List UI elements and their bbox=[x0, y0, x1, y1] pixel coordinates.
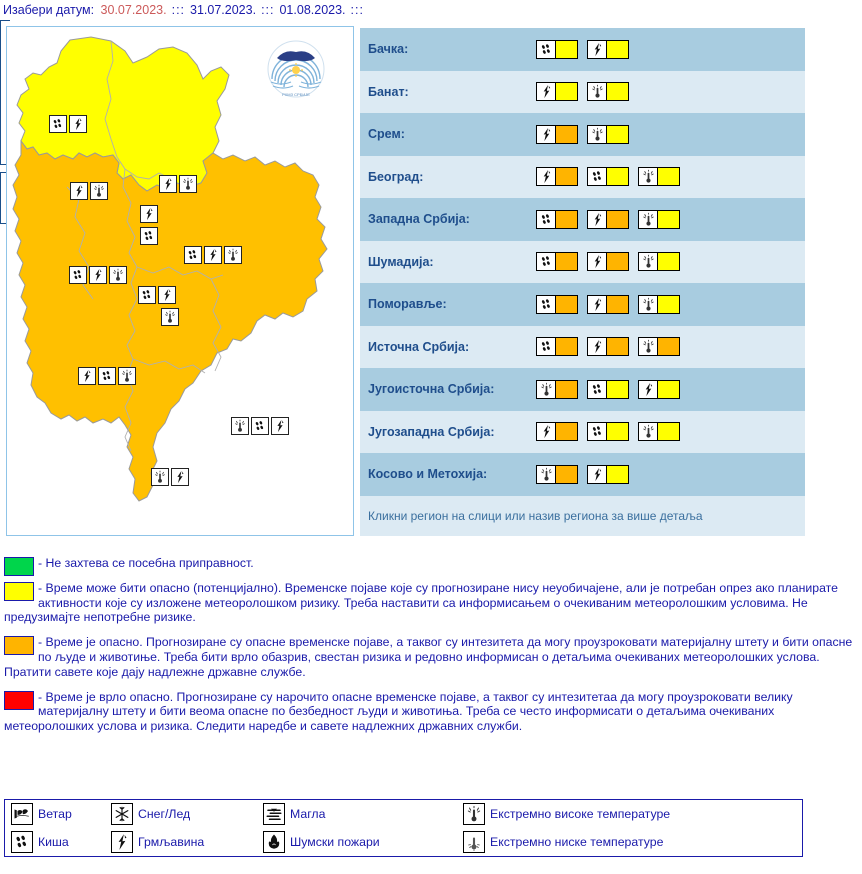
heat-icon bbox=[92, 184, 106, 198]
date-selector-bar bbox=[0, 0, 862, 22]
map-icon-thunder bbox=[89, 266, 107, 284]
warning-chip-thunder-orange[interactable] bbox=[536, 167, 578, 186]
severity-legend-text: - Време може бити опасно (потенцијално). Временске појаве које су прогнозиране нису неуобичајене, али је потребан опрез ако планирате активности које су изложене метеоролошком ризику. Треба наставити са информисањем о очекиваним метеоролошким условима. Не предузимајте непотребне ризике. bbox=[4, 580, 838, 625]
warning-chip-rain-yellow[interactable] bbox=[536, 40, 578, 59]
map-icon-rain bbox=[140, 227, 158, 245]
rain-icon bbox=[71, 268, 85, 282]
warning-chip-thunder-yellow[interactable] bbox=[587, 465, 629, 484]
warning-chip-heat-yellow[interactable] bbox=[587, 125, 629, 144]
thunder-icon bbox=[113, 833, 131, 851]
map-warning-marker-jugozapadna[interactable] bbox=[78, 367, 136, 385]
rain-icon bbox=[539, 42, 554, 57]
heat-icon bbox=[153, 470, 167, 484]
thunder-glyph-cell bbox=[588, 466, 607, 483]
severity-swatch-orange bbox=[556, 211, 577, 228]
thunder-icon bbox=[539, 424, 554, 439]
map-warning-marker-pomoravlje[interactable] bbox=[184, 246, 242, 264]
thunder-icon bbox=[641, 382, 656, 397]
thunder-icon bbox=[142, 207, 156, 221]
thunder-glyph-cell bbox=[588, 41, 607, 58]
map-warning-marker-sumadija-heat[interactable] bbox=[161, 308, 179, 326]
heat-icon bbox=[120, 369, 134, 383]
heat-glyph-cell bbox=[537, 381, 556, 398]
heat-icon bbox=[539, 382, 554, 397]
warning-chip-thunder-yellow[interactable] bbox=[536, 82, 578, 101]
severity-swatch-yellow bbox=[658, 211, 679, 228]
rain-icon bbox=[590, 424, 605, 439]
severity-swatch-orange bbox=[556, 296, 577, 313]
date-separator-0: ::: bbox=[171, 3, 186, 17]
warning-chip-heat-yellow[interactable] bbox=[638, 422, 680, 441]
region-name-label[interactable]: Западна Србија: bbox=[368, 212, 470, 227]
severity-swatch-yellow bbox=[607, 83, 628, 100]
rain-icon bbox=[253, 419, 267, 433]
warning-chip-heat-yellow[interactable] bbox=[587, 82, 629, 101]
warning-chip-thunder-orange[interactable] bbox=[587, 337, 629, 356]
thunder-icon bbox=[71, 117, 85, 131]
warning-chip-rain-orange[interactable] bbox=[536, 210, 578, 229]
rain-icon bbox=[539, 297, 554, 312]
region-row[interactable] bbox=[360, 283, 805, 326]
rain-glyph-cell bbox=[537, 296, 556, 313]
heat-icon bbox=[590, 127, 605, 142]
heat-icon bbox=[111, 268, 125, 282]
severity-legend-swatch bbox=[4, 582, 34, 601]
warning-chip-rain-orange[interactable] bbox=[536, 337, 578, 356]
thunder-glyph-cell bbox=[639, 381, 658, 398]
region-row[interactable] bbox=[360, 113, 805, 156]
warning-chip-heat-yellow[interactable] bbox=[638, 167, 680, 186]
severity-swatch-orange bbox=[556, 126, 577, 143]
heat-glyph-cell bbox=[639, 296, 658, 313]
thunder-icon bbox=[72, 184, 86, 198]
icon-legend-table bbox=[4, 799, 803, 857]
warning-chip-thunder-yellow[interactable] bbox=[638, 380, 680, 399]
heat-icon bbox=[233, 419, 247, 433]
map-icon-thunder bbox=[271, 417, 289, 435]
map-warning-marker-srem[interactable] bbox=[70, 182, 108, 200]
map-icon-thunder bbox=[171, 468, 189, 486]
icon-legend-label: Грмљавина bbox=[138, 835, 205, 849]
icon-legend-label: Ветар bbox=[38, 807, 72, 821]
date-separator-2: ::: bbox=[350, 3, 364, 17]
heat-glyph-cell bbox=[639, 423, 658, 440]
region-warning-chips bbox=[536, 380, 680, 399]
date-link-0[interactable]: 30.07.2023. bbox=[100, 3, 167, 17]
region-warning-chips bbox=[536, 422, 680, 441]
serbia-map-shape bbox=[7, 27, 353, 535]
severity-legend-item bbox=[4, 690, 860, 734]
map-icon-thunder bbox=[70, 182, 88, 200]
table-footer-hint: Кликни регион на слици или назив региона за више детаља bbox=[368, 508, 703, 523]
icon-legend-cell bbox=[257, 831, 457, 853]
severity-legend-text: - Време је врло опасно. Прогнозиране су нарочито опасне временске појаве, а таквог су интезитетаа да могу проузроковати велику материјалну штету и бити веома опасне по безбедност људи и животиња. Треба се често информисати о детаљима очекиваних метеоролошких услова и ризика. Следити наредбе и савете надлежних државних служби. bbox=[4, 689, 793, 734]
heat-glyph-cell bbox=[537, 466, 556, 483]
rain-icon bbox=[539, 339, 554, 354]
heat-icon bbox=[641, 424, 656, 439]
icon-legend-cell bbox=[457, 803, 787, 825]
date-link-2[interactable]: 01.08.2023. bbox=[279, 3, 346, 17]
map-icon-thunder bbox=[78, 367, 96, 385]
map-icon-rain bbox=[69, 266, 87, 284]
severity-swatch-yellow bbox=[607, 466, 628, 483]
map-icon-heat bbox=[179, 175, 197, 193]
region-warning-chips bbox=[536, 167, 680, 186]
severity-swatch-orange bbox=[607, 296, 628, 313]
icon-legend-cell bbox=[5, 803, 105, 825]
thunder-glyph-cell bbox=[588, 296, 607, 313]
severity-swatch-orange bbox=[607, 211, 628, 228]
map-warning-marker-kosovo[interactable] bbox=[151, 468, 189, 486]
thunder-icon bbox=[161, 177, 175, 191]
icon-legend-rain-box bbox=[11, 831, 33, 853]
region-row[interactable] bbox=[360, 241, 805, 284]
region-rows-container bbox=[360, 28, 805, 496]
region-warning-chips bbox=[536, 337, 680, 356]
warning-chip-thunder-orange[interactable] bbox=[587, 210, 629, 229]
severity-swatch-orange bbox=[658, 338, 679, 355]
snow-icon bbox=[113, 805, 131, 823]
region-row[interactable] bbox=[360, 453, 805, 496]
warning-chip-heat-yellow[interactable] bbox=[638, 295, 680, 314]
severity-swatch-orange bbox=[607, 338, 628, 355]
warning-chip-thunder-orange[interactable] bbox=[587, 295, 629, 314]
warning-chip-rain-yellow[interactable] bbox=[587, 380, 629, 399]
fog-icon bbox=[265, 805, 283, 823]
heat-icon bbox=[641, 169, 656, 184]
map-icon-rain bbox=[49, 115, 67, 133]
map-warning-marker-banat[interactable] bbox=[159, 175, 197, 193]
heat-glyph-cell bbox=[639, 168, 658, 185]
severity-swatch-yellow bbox=[556, 83, 577, 100]
rhmz-logo-icon bbox=[265, 39, 327, 101]
heat-icon bbox=[226, 248, 240, 262]
warning-chip-heat-orange[interactable] bbox=[536, 465, 578, 484]
region-name-label[interactable]: Источна Србија: bbox=[368, 339, 470, 354]
thunder-icon bbox=[206, 248, 220, 262]
icon-legend-cell bbox=[257, 803, 457, 825]
icon-legend-snow-box bbox=[111, 803, 133, 825]
thunder-glyph-cell bbox=[537, 126, 556, 143]
rain-glyph-cell bbox=[588, 423, 607, 440]
rain-glyph-cell bbox=[537, 253, 556, 270]
region-name-label[interactable]: Косово и Метохија: bbox=[368, 467, 488, 482]
map-icon-thunder bbox=[140, 205, 158, 223]
heat-icon bbox=[641, 254, 656, 269]
warning-chip-heat-orange[interactable] bbox=[638, 337, 680, 356]
heat-icon bbox=[465, 805, 483, 823]
thunder-icon bbox=[590, 212, 605, 227]
map-icon-rain bbox=[184, 246, 202, 264]
rain-glyph-cell bbox=[588, 168, 607, 185]
rain-icon bbox=[142, 229, 156, 243]
rain-icon bbox=[100, 369, 114, 383]
severity-swatch-yellow bbox=[607, 423, 628, 440]
cold-icon bbox=[465, 833, 483, 851]
map-warning-marker-backa[interactable] bbox=[49, 115, 87, 133]
heat-icon bbox=[641, 212, 656, 227]
severity-swatch-yellow bbox=[658, 423, 679, 440]
map-icon-heat bbox=[231, 417, 249, 435]
region-row[interactable] bbox=[360, 198, 805, 241]
heat-icon bbox=[590, 84, 605, 99]
region-warning-table bbox=[360, 28, 805, 536]
thunder-icon bbox=[91, 268, 105, 282]
icon-legend-wind-box bbox=[11, 803, 33, 825]
map-icon-heat bbox=[151, 468, 169, 486]
warning-chip-thunder-orange[interactable] bbox=[587, 252, 629, 271]
icon-legend-fire-box bbox=[263, 831, 285, 853]
map-icon-thunder bbox=[158, 286, 176, 304]
thunder-icon bbox=[590, 42, 605, 57]
thunder-icon bbox=[273, 419, 287, 433]
map-icon-thunder bbox=[204, 246, 222, 264]
thunder-glyph-cell bbox=[588, 253, 607, 270]
serbia-warning-map[interactable] bbox=[6, 26, 354, 536]
warning-chip-rain-yellow[interactable] bbox=[587, 422, 629, 441]
region-name-label[interactable]: Југозападна Србија: bbox=[368, 424, 495, 439]
heat-glyph-cell bbox=[588, 126, 607, 143]
rain-icon bbox=[590, 382, 605, 397]
severity-legend-text: - Не захтева се посебна приправност. bbox=[38, 556, 254, 570]
heat-icon bbox=[641, 339, 656, 354]
icon-legend-cold-box bbox=[463, 831, 485, 853]
region-name-label[interactable]: Београд: bbox=[368, 169, 424, 184]
thunder-icon bbox=[590, 467, 605, 482]
table-footer bbox=[360, 496, 805, 536]
thunder-glyph-cell bbox=[537, 423, 556, 440]
severity-swatch-orange bbox=[556, 466, 577, 483]
severity-legend-swatch bbox=[4, 557, 34, 576]
thunder-icon bbox=[539, 169, 554, 184]
warning-chip-thunder-orange[interactable] bbox=[536, 125, 578, 144]
region-warning-chips bbox=[536, 210, 680, 229]
map-icon-thunder bbox=[159, 175, 177, 193]
region-row[interactable] bbox=[360, 411, 805, 454]
icon-legend-label: Киша bbox=[38, 835, 69, 849]
rain-icon bbox=[140, 288, 154, 302]
map-icon-heat bbox=[109, 266, 127, 284]
region-name-label[interactable]: Поморавље: bbox=[368, 297, 447, 312]
severity-swatch-yellow bbox=[607, 41, 628, 58]
region-warning-chips bbox=[536, 295, 680, 314]
thunder-glyph-cell bbox=[588, 211, 607, 228]
severity-legend bbox=[4, 556, 860, 744]
map-icon-thunder bbox=[69, 115, 87, 133]
rain-glyph-cell bbox=[537, 211, 556, 228]
date-selector-label: Изабери датум: bbox=[3, 3, 95, 17]
rain-icon bbox=[13, 833, 31, 851]
thunder-icon bbox=[80, 369, 94, 383]
thunder-icon bbox=[590, 339, 605, 354]
fire-icon bbox=[265, 833, 283, 851]
severity-swatch-yellow bbox=[658, 168, 679, 185]
severity-swatch-yellow bbox=[607, 381, 628, 398]
severity-legend-text: - Време је опасно. Прогнозиране су опасне временске појаве, а таквог су интезитета да могу проузроковати материјалну штету и бити опасне по људе и животиње. Треба бити врло обазрив, свестан ризика и редовно информисан о детаљима очекиваних метеоролошких услова. Пратити савете које дају надлежне државне службе. bbox=[4, 635, 853, 679]
heat-icon bbox=[163, 310, 177, 324]
heat-glyph-cell bbox=[588, 83, 607, 100]
thunder-icon bbox=[160, 288, 174, 302]
map-icon-rain bbox=[98, 367, 116, 385]
heat-icon bbox=[539, 467, 554, 482]
map-icon-rain bbox=[251, 417, 269, 435]
severity-legend-item bbox=[4, 556, 860, 571]
region-name-label[interactable]: Шумадија: bbox=[368, 254, 434, 269]
map-icon-heat bbox=[118, 367, 136, 385]
severity-swatch-yellow bbox=[658, 381, 679, 398]
warning-chip-heat-yellow[interactable] bbox=[638, 210, 680, 229]
icon-legend-label: Шумски пожари bbox=[290, 835, 380, 849]
severity-swatch-orange bbox=[607, 253, 628, 270]
map-warning-marker-istocna-srbija[interactable] bbox=[231, 417, 289, 435]
thunder-icon bbox=[173, 470, 187, 484]
map-warning-marker-beograd-rain[interactable] bbox=[140, 227, 158, 245]
map-icon-heat bbox=[224, 246, 242, 264]
warning-chip-heat-orange[interactable] bbox=[536, 380, 578, 399]
region-name-label[interactable]: Бачка: bbox=[368, 42, 409, 57]
thunder-glyph-cell bbox=[588, 338, 607, 355]
icon-legend-row-2 bbox=[5, 828, 802, 856]
map-icon-heat bbox=[90, 182, 108, 200]
region-name-label[interactable]: Срем: bbox=[368, 127, 405, 142]
warning-chip-rain-orange[interactable] bbox=[536, 295, 578, 314]
severity-legend-item bbox=[4, 581, 860, 625]
severity-swatch-yellow bbox=[556, 41, 577, 58]
region-warning-chips bbox=[536, 82, 629, 101]
region-name-label[interactable]: Банат: bbox=[368, 84, 409, 99]
icon-legend-cell bbox=[105, 803, 257, 825]
thunder-icon bbox=[590, 254, 605, 269]
heat-glyph-cell bbox=[639, 211, 658, 228]
severity-swatch-yellow bbox=[658, 296, 679, 313]
heat-icon bbox=[641, 297, 656, 312]
severity-swatch-yellow bbox=[607, 126, 628, 143]
heat-glyph-cell bbox=[639, 253, 658, 270]
rain-glyph-cell bbox=[537, 338, 556, 355]
icon-legend-row-1 bbox=[5, 800, 802, 828]
severity-swatch-orange bbox=[556, 338, 577, 355]
wind-icon bbox=[13, 805, 31, 823]
region-warning-chips bbox=[536, 465, 629, 484]
region-warning-chips bbox=[536, 40, 629, 59]
rain-icon bbox=[539, 212, 554, 227]
map-icon-heat bbox=[161, 308, 179, 326]
severity-legend-swatch bbox=[4, 636, 34, 655]
warning-chip-rain-orange[interactable] bbox=[536, 252, 578, 271]
icon-legend-label: Екстремно високе температуре bbox=[490, 807, 671, 821]
warning-chip-heat-yellow[interactable] bbox=[638, 252, 680, 271]
region-row[interactable] bbox=[360, 326, 805, 369]
region-row[interactable] bbox=[360, 28, 805, 71]
region-row[interactable] bbox=[360, 71, 805, 114]
rhmz-logo-caption: РХМЗ СРБИЈЕ bbox=[282, 92, 310, 97]
severity-legend-item bbox=[4, 635, 860, 679]
rain-icon bbox=[51, 117, 65, 131]
thunder-icon bbox=[590, 297, 605, 312]
map-warning-marker-beograd-thunder[interactable] bbox=[140, 205, 158, 223]
warning-chip-thunder-orange[interactable] bbox=[536, 422, 578, 441]
region-warning-chips bbox=[536, 125, 629, 144]
severity-swatch-orange bbox=[556, 168, 577, 185]
severity-swatch-orange bbox=[556, 253, 577, 270]
icon-legend-label: Екстремно ниске температуре bbox=[490, 835, 664, 849]
severity-swatch-yellow bbox=[658, 253, 679, 270]
thunder-icon bbox=[539, 127, 554, 142]
icon-legend-heat-box bbox=[463, 803, 485, 825]
map-warning-marker-sumadija[interactable] bbox=[138, 286, 176, 304]
region-warning-chips bbox=[536, 252, 680, 271]
icon-legend-label: Магла bbox=[290, 807, 326, 821]
icon-legend-thunder-box bbox=[111, 831, 133, 853]
warning-chip-thunder-yellow[interactable] bbox=[587, 40, 629, 59]
date-link-1[interactable]: 31.07.2023. bbox=[190, 3, 257, 17]
icon-legend-cell bbox=[5, 831, 105, 853]
rain-glyph-cell bbox=[537, 41, 556, 58]
severity-swatch-orange bbox=[556, 381, 577, 398]
map-icon-rain bbox=[138, 286, 156, 304]
icon-legend-cell bbox=[457, 831, 787, 853]
rain-icon bbox=[539, 254, 554, 269]
severity-swatch-orange bbox=[556, 423, 577, 440]
heat-glyph-cell bbox=[639, 338, 658, 355]
rain-glyph-cell bbox=[588, 381, 607, 398]
severity-swatch-yellow bbox=[607, 168, 628, 185]
thunder-glyph-cell bbox=[537, 83, 556, 100]
icon-legend-cell bbox=[105, 831, 257, 853]
rain-icon bbox=[186, 248, 200, 262]
thunder-icon bbox=[539, 84, 554, 99]
rain-icon bbox=[590, 169, 605, 184]
severity-legend-swatch bbox=[4, 691, 34, 710]
region-row[interactable] bbox=[360, 368, 805, 411]
heat-icon bbox=[181, 177, 195, 191]
icon-legend-fog-box bbox=[263, 803, 285, 825]
icon-legend-label: Снег/Лед bbox=[138, 807, 191, 821]
map-warning-marker-zapadna-srbija[interactable] bbox=[69, 266, 127, 284]
region-row[interactable] bbox=[360, 156, 805, 199]
date-separator-1: ::: bbox=[261, 3, 275, 17]
warning-chip-rain-yellow[interactable] bbox=[587, 167, 629, 186]
region-name-label[interactable]: Југоисточна Србија: bbox=[368, 382, 495, 397]
thunder-glyph-cell bbox=[537, 168, 556, 185]
